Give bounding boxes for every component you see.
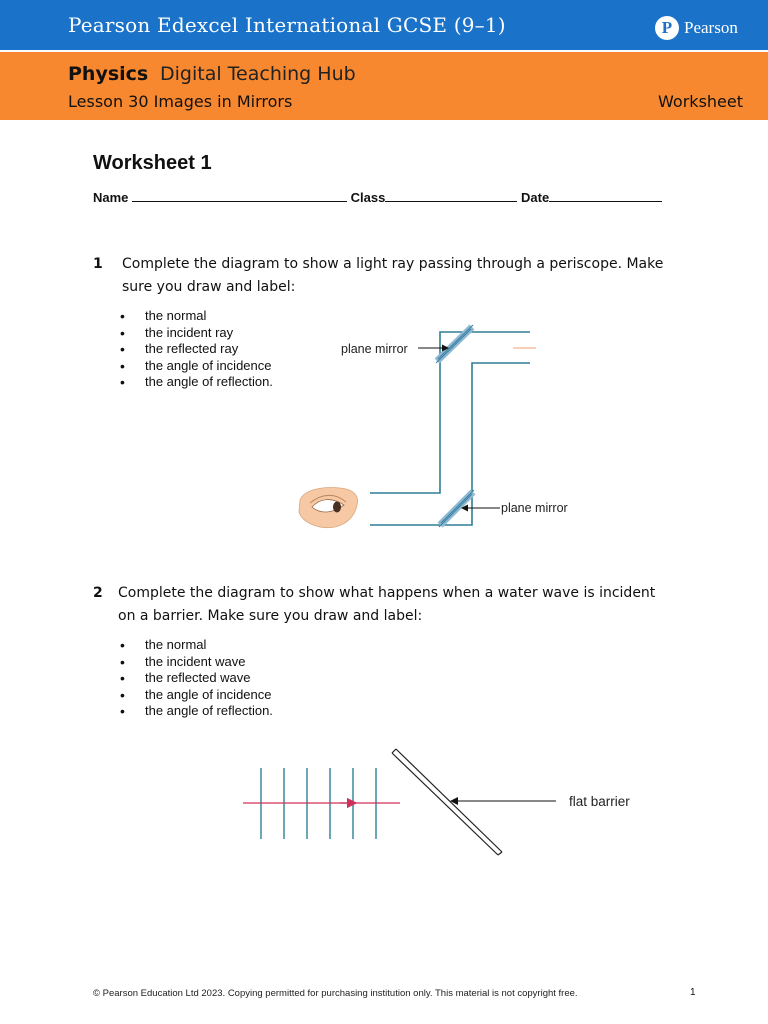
pearson-p-icon: P <box>655 16 679 40</box>
list-item: • the angle of incidence <box>120 687 273 704</box>
list-item: • the angle of reflection. <box>120 374 273 391</box>
question-number: 2 <box>93 585 103 601</box>
subject-name: Physics <box>68 63 149 85</box>
list-item: • the angle of incidence <box>120 358 273 375</box>
list-item: • the angle of reflection. <box>120 703 273 720</box>
question-text-line1: Complete the diagram to show what happens when a water wave is incident <box>118 585 656 601</box>
list-item: • the incident ray <box>120 325 273 342</box>
page-number: 1 <box>690 987 696 998</box>
question-text-line2: on a barrier. Make sure you draw and label: <box>118 608 423 624</box>
list-item: • the normal <box>120 637 273 654</box>
worksheet-title: Worksheet 1 <box>93 152 212 174</box>
list-item: • the normal <box>120 308 273 325</box>
list-item: • the incident wave <box>120 654 273 671</box>
question-number: 1 <box>93 256 103 272</box>
date-label: Date <box>521 190 550 205</box>
barrier-label: flat barrier <box>569 794 630 809</box>
list-item: • the reflected wave <box>120 670 273 687</box>
bottom-mirror-label: plane mirror <box>501 501 568 515</box>
document-type: Worksheet <box>658 92 743 111</box>
top-mirror-label: plane mirror <box>341 342 408 356</box>
hub-name: Digital Teaching Hub <box>160 63 356 85</box>
lesson-title: Lesson 30 Images in Mirrors <box>68 92 293 111</box>
question-text-line2: sure you draw and label: <box>122 279 296 295</box>
flat-barrier <box>392 749 502 855</box>
class-label: Class <box>350 190 386 205</box>
name-label: Name <box>93 190 129 205</box>
copyright-notice: © Pearson Education Ltd 2023. Copying permitted for purchasing institution only. This material is not copyright free. <box>93 988 578 999</box>
qualification-title: Pearson Edexcel International GCSE (9–1) <box>68 13 506 37</box>
question-text-line1: Complete the diagram to show a light ray passing through a periscope. Make <box>122 256 664 272</box>
pearson-logo-text: Pearson <box>684 18 738 37</box>
list-item: • the reflected ray <box>120 341 273 358</box>
